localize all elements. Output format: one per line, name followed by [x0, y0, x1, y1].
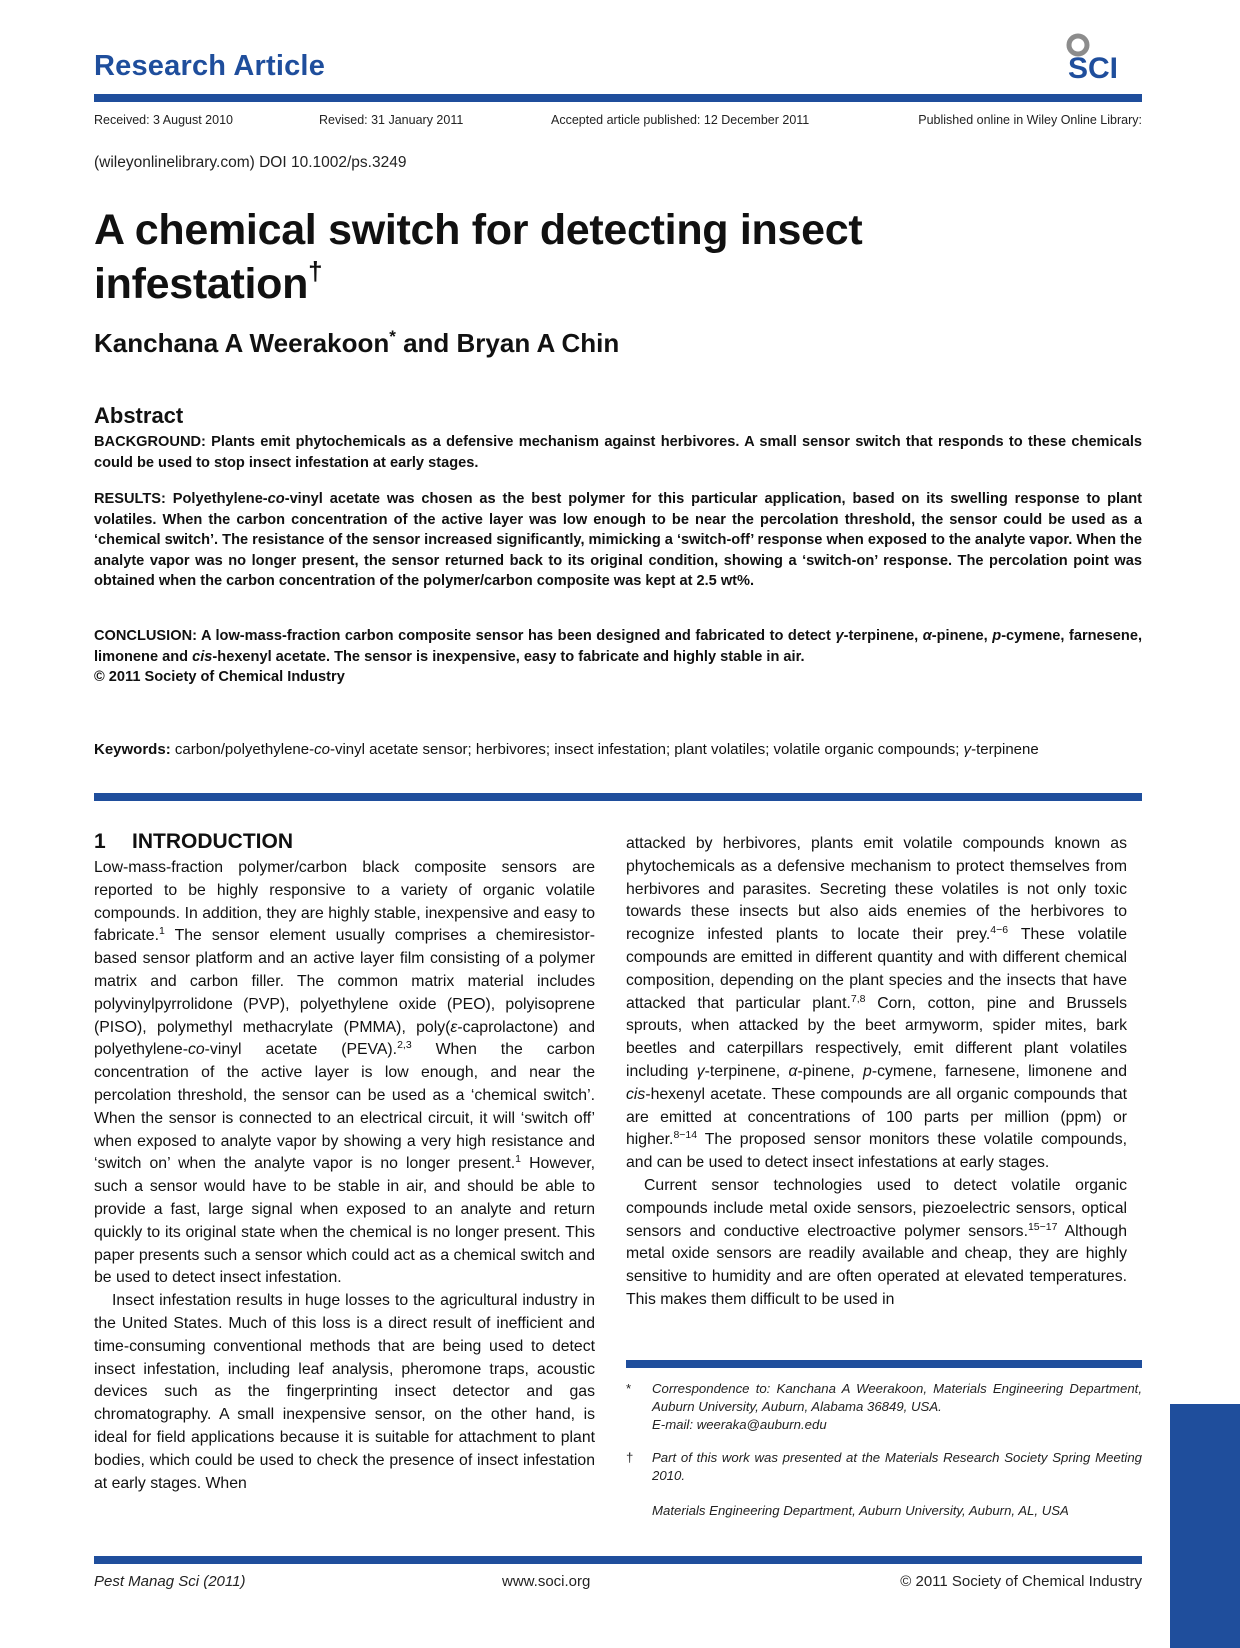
footnote-mark: †	[626, 1450, 634, 1465]
abstract-heading: Abstract	[94, 403, 184, 428]
sci-logo	[1058, 30, 1142, 86]
abstract-results: RESULTS: Polyethylene-co-vinyl acetate was chosen as the best polymer for this particular application, based on its swelling response to plant volatiles. When the carbon concentration of the active layer was low enough to be near the percolation threshold, the sensor could be used as a ‘chemical switch’. The resistance of the sensor increased significantly, mimicking a ‘switch-off’ response when exposed to the analyte vapor. When the analyte vapor was no longer present, the sensor returned back to its original condition, showing a ‘switch-on’ response. The percolation point was obtained when the carbon concentration of the polymer/carbon composite was kept at 2.5 wt%.	[94, 491, 1142, 590]
authors: Kanchana A Weerakoon* and Bryan A Chin	[94, 327, 620, 358]
abstract-rule	[94, 793, 1142, 801]
page-side-tab	[1170, 1404, 1240, 1648]
footer-rule	[94, 1556, 1142, 1564]
citation: 15−17	[1027, 1220, 1058, 1233]
abstract-copyright: © 2011 Society of Chemical Industry	[94, 669, 345, 686]
citation: 7,8	[850, 992, 866, 1005]
received-date: Received: 3 August 2010	[94, 113, 233, 127]
presentation-footnote	[626, 1449, 1142, 1485]
citation: 4−6	[990, 924, 1009, 937]
citation: 1	[515, 1153, 522, 1166]
body-column-left	[94, 857, 595, 1495]
abstract-conclusion: CONCLUSION: A low-mass-fraction carbon composite sensor has been designed and fabricated to detect γ-terpinene, α-pinene, p-cymene, farnesene, limonene and cis-hexenyl acetate. The sensor is inexpensive, easy to fabricate and highly stable in air. © 2011 Society of Chemical Industry	[94, 628, 1142, 686]
intro-paragraph-1: Low-mass-fraction polymer/carbon black composite sensors are reported to be highly responsive to a variety of organic volatile compounds. In addition, they are highly stable, inexpensive and easy to fabricate.$^1$ The sensor element usually comprises a chemiresistor-based sensor platform and an active layer film consisting of a polymer matrix and carbon filler. The common matrix material includes polyvinylpyrrolidone (PVP), polyethylene oxide (PEO), polyisoprene (PISO), polymethyl methacrylate (PMMA), poly(ε-caprolactone) and polyethylene-co-vinyl acetate (PEVA).$^{2,3}$ When the carbon concentration of the active layer is low enough, and near the percolation threshold, the sensor can be used as a ‘chemical switch’. When the sensor is connected to an electrical circuit, it will ‘switch off’ when exposed to analyte vapor by showing a very high resistance and ‘switch on’ when the analyte vapor is no longer present.$^1$ However, such a sensor would have to be stable in air, and should be able to provide a fast, large signal when exposed to an analyte and return quickly to its original state when the chemical is no longer present. This paper presents such a sensor which could act as a chemical switch and be used to detect insect infestation.	[94, 859, 595, 1287]
affiliation-text: Materials Engineering Department, Auburn University, Auburn, AL, USA	[652, 1503, 1069, 1518]
corresponding-mark: *	[389, 327, 396, 346]
intro-paragraph-2: Insect infestation results in huge losses to the agricultural industry in the United States. Much of this loss is a direct result of inefficient and time-consuming conventional methods that are being used to detect insect infestation, including leaf analysis, pheromone traps, acoustic devices such as the fingerprinting insect detector and gas chromatography. A small inexpensive sensor, on the other hand, is ideal for field applications because it is suitable for attachment to plant bodies, which could be used to check the presence of insect infestation at early stages. When	[94, 1292, 595, 1492]
published-online: Published online in Wiley Online Library:	[918, 113, 1142, 127]
presentation-text: Part of this work was presented at the Materials Research Society Spring Meeting 2010.	[652, 1450, 1142, 1483]
revised-date: Revised: 31 January 2011	[319, 113, 464, 127]
keywords: Keywords: carbon/polyethylene-co-vinyl acetate sensor; herbivores; insect infestation; plant volatiles; volatile organic compounds; γ-terpinene	[94, 741, 1039, 758]
section-heading	[94, 830, 293, 854]
article-title: A chemical switch for detecting insect infestation†	[94, 206, 863, 308]
footer-copyright: © 2011 Society of Chemical Industry	[900, 1573, 1142, 1590]
citation: 1	[158, 925, 165, 938]
intro-paragraph-3: attacked by herbivores, plants emit volatile compounds known as phytochemicals as a defensive mechanism to protect themselves from herbivores and parasites. Secreting these volatiles is not only toxic towards these insects but also aids enemies of the herbivores to recognize infested plants to locate their prey.$^{4-6}$ These volatile compounds are emitted in different quantity and with different chemical composition, depending on the plant species and the insects that have attacked that particular plant.$^{7,8}$ Corn, cotton, pine and Brussels sprouts, when attacked by the beet armyworm, spider mites, bark beetles and caterpillars respectively, emit different plant volatiles including γ-terpinene, α-pinene, p-cymene, farnesene, limonene and cis-hexenyl acetate. These compounds are all organic compounds that are emitted at concentrations of 100 parts per million (ppm) or higher.$^{8-14}$ The proposed sensor monitors these volatile compounds, and can be used to detect insect infestations at early stages.	[626, 835, 1128, 1172]
doi: (wileyonlinelibrary.com) DOI 10.1002/ps.3249	[94, 154, 407, 171]
header-rule	[94, 94, 1142, 102]
title-footnote-mark: †	[308, 256, 323, 286]
author-1: Kanchana A Weerakoon	[94, 328, 390, 358]
author-2: Bryan A Chin	[456, 328, 620, 358]
intro-paragraph-4: Current sensor technologies used to detect volatile organic compounds include metal oxide sensors, piezoelectric sensors, optical sensors and conductive electroactive polymer sensors.$^{15-17}$ Although metal oxide sensors are readily available and cheap, they are highly sensitive to humidity and are often operated at elevated temperatures. This makes them difficult to be used in	[626, 1176, 1127, 1308]
citation: 2,3	[397, 1039, 412, 1052]
correspondence-footnote	[626, 1380, 1142, 1434]
footnote-mark: *	[626, 1381, 632, 1396]
sci-logo-text: SCI	[1068, 52, 1119, 85]
citation: 8−14	[673, 1129, 698, 1142]
keywords-label: Keywords:	[94, 741, 171, 758]
section-number: 1	[94, 830, 106, 853]
abstract-background: BACKGROUND: Plants emit phytochemicals as a defensive mechanism against herbivores. A small sensor switch that responds to these chemicals could be used to stop insect infestation at early stages.	[94, 434, 1142, 471]
journal-website[interactable]: www.soci.org	[502, 1573, 591, 1590]
body-column-right	[626, 833, 1127, 1312]
correspondence-email: E-mail: weeraka@auburn.edu	[652, 1417, 827, 1432]
journal-citation: Pest Manag Sci (2011)	[94, 1573, 246, 1590]
footnote-rule	[626, 1360, 1142, 1368]
accepted-date: Accepted article published: 12 December 2011	[551, 113, 810, 127]
section-label: Research Article	[94, 50, 326, 82]
correspondence-text: Correspondence to: Kanchana A Weerakoon, Materials Engineering Department, Auburn University, Auburn, Alabama 36849, USA.	[652, 1381, 1142, 1414]
affiliation-footnote	[626, 1502, 1142, 1520]
section-title: INTRODUCTION	[132, 830, 293, 853]
